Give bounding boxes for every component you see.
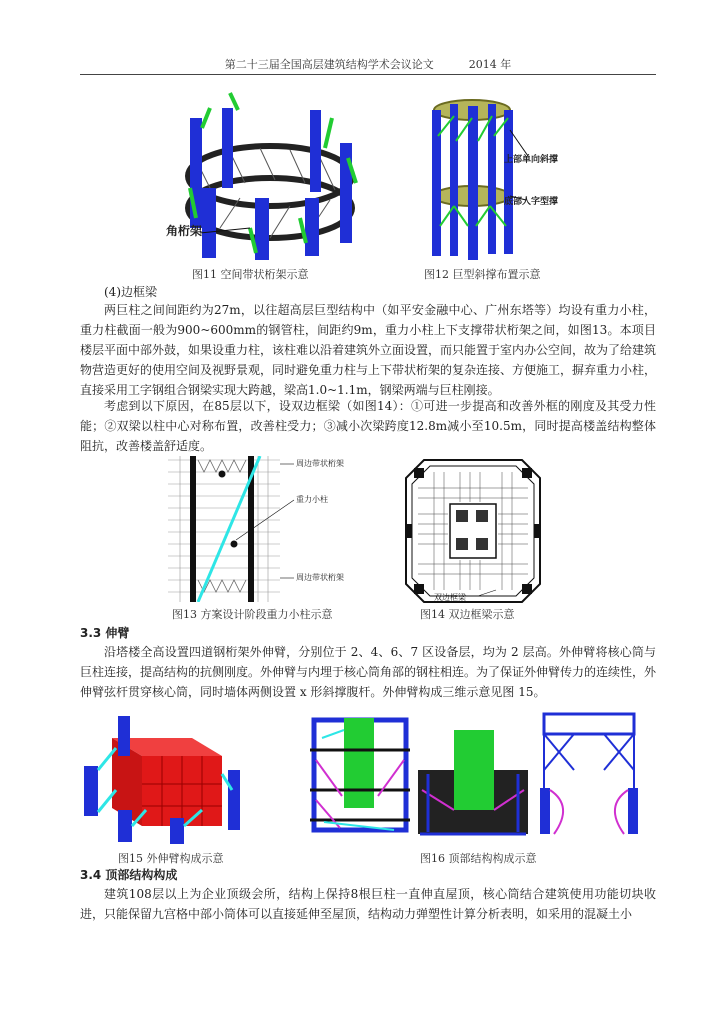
- paragraph-4: 建筑108层以上为企业顶级会所，结构上保持8根巨柱一直伸直屋顶，核心筒结合建筑使用功能切块收进，只能保留九宫格中部小筒体可以直接延伸至屋顶，结构动力弹塑性计算分析表明，如采用的混凝土小: [80, 887, 656, 921]
- fig14-caption: 图14 双边框梁示意: [420, 608, 515, 621]
- fig13-caption: 图13 方案设计阶段重力小柱示意: [172, 608, 333, 621]
- fig12-caption: 图12 巨型斜撑布置示意: [424, 268, 541, 281]
- top-structure-illustration: [304, 710, 644, 846]
- subsection-heading-4: (4)边框梁: [104, 285, 157, 299]
- section-heading-3-4: 3.4 顶部结构构成: [80, 868, 178, 882]
- header-rule: [80, 74, 656, 75]
- fig13-label-mid: 重力小柱: [296, 495, 328, 504]
- figure-11: [160, 88, 360, 263]
- fig11-label: 角桁架: [166, 224, 203, 238]
- fig15-caption: 图15 外伸臂构成示意: [118, 852, 224, 865]
- figure-15: [82, 714, 242, 844]
- fig11-caption: 图11 空间带状桁架示意: [192, 268, 309, 281]
- paragraph-3: 沿塔楼全高设置四道钢桁架外伸臂，分别位于 2、4、6、7 区设备层，均为 2 层高。外伸臂将核心筒与巨柱连接，提高结构的抗侧刚度。外伸臂与内埋于核心筒角部的钢柱相连。为了保证外伸臂传力的连续性，外伸臂弦杆贯穿核心筒，同时墙体两侧设置 x 形斜撑腹杆。外伸臂构成三维示意见图 15。: [80, 645, 657, 699]
- header-year: 2014 年: [468, 58, 512, 71]
- paragraph-1: 两巨柱之间间距约为27m，以往超高层巨型结构中（如平安金融中心、广州东塔等）均设有重力小柱，重力柱截面一般为900~600mm的钢管柱，间距约9m，重力小柱上下支撑带状桁架之间，如图13。本项目楼层平面中部外鼓，如果设重力柱，该柱难以沿着建筑外立面设置，而只能置于室内办公空间，故为了给建筑物营造更好的使用空间及视野景观，同时避免重力柱与上下带状桁架的复杂连接、方便施工，摒弃重力小柱，直接采用工字钢组合钢梁实现大跨越，梁高1.0~1.1m，钢梁两端与巨柱刚接。: [80, 303, 657, 397]
- fig12-label-upper: 上部单向斜撑: [504, 155, 559, 165]
- figure-12: [420, 96, 570, 262]
- running-header: [80, 56, 656, 72]
- outrigger-3d-illustration: [82, 714, 242, 844]
- giant-brace-illustration: [420, 96, 570, 262]
- fig14-label: 双边框梁: [434, 593, 466, 602]
- figure-13: [168, 456, 348, 602]
- section-heading-3-3: 3.3 伸臂: [80, 626, 130, 640]
- fig12-label-lower: 底部人字型撑: [504, 197, 559, 207]
- figure-16: [304, 710, 644, 846]
- fig13-label-bot: 周边带状桁架: [296, 573, 344, 582]
- fig13-label-top: 周边带状桁架: [296, 459, 344, 468]
- double-edge-beam-plan: [404, 458, 542, 604]
- header-title: 第二十三届全国高层建筑结构学术会议论文: [224, 58, 434, 71]
- figure-14: [404, 458, 542, 604]
- paragraph-2: 考虑到以下原因，在85层以下，设双边框梁（如图14）：①可进一步提高和改善外框的刚度及其受力性能；②双梁以柱中心对称布置，改善柱受力；③减小次梁跨度12.8m减小至10.5m，同时提高楼盖结构整体阻抗，改善楼盖舒适度。: [80, 399, 656, 453]
- fig16-caption: 图16 顶部结构构成示意: [420, 852, 537, 865]
